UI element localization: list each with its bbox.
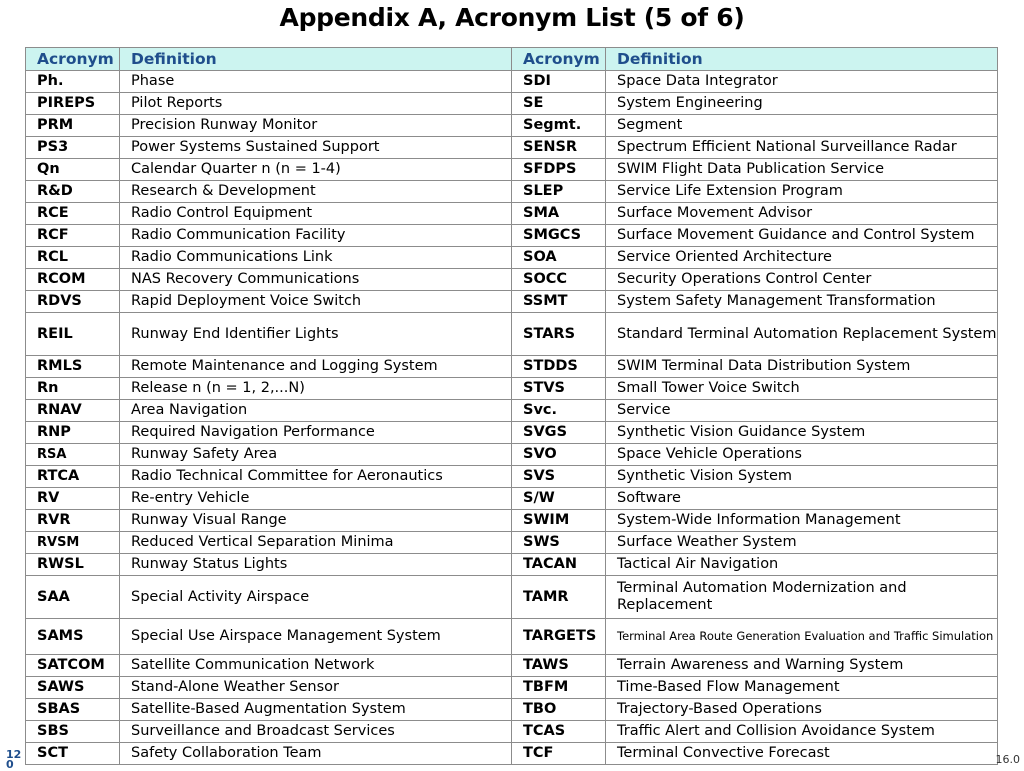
table-row: [26, 356, 512, 378]
definition-cell: Power Systems Sustained Support: [120, 137, 512, 159]
acronym-cell: Ph.: [26, 71, 120, 93]
definition-cell: Special Activity Airspace: [120, 576, 512, 619]
definition-cell: Pilot Reports: [120, 93, 512, 115]
table-row: [26, 291, 512, 313]
acronym-cell: SENSR: [512, 137, 606, 159]
definition-cell: Traffic Alert and Collision Avoidance System: [606, 721, 998, 743]
header-definition: Definition: [606, 48, 998, 71]
definition-cell: Small Tower Voice Switch: [606, 378, 998, 400]
definition-cell: System-Wide Information Management: [606, 510, 998, 532]
definition-cell: Satellite Communication Network: [120, 655, 512, 677]
table-row: [512, 291, 998, 313]
acronym-cell: SVGS: [512, 422, 606, 444]
definition-cell: Terminal Convective Forecast: [606, 743, 998, 765]
page-title: Appendix A, Acronym List (5 of 6): [279, 3, 745, 32]
acronym-cell: RVSM: [26, 532, 120, 554]
table-row: [26, 247, 512, 269]
definition-cell: Service Oriented Architecture: [606, 247, 998, 269]
table-row: [512, 203, 998, 225]
definition-cell: Runway Visual Range: [120, 510, 512, 532]
table-row: [512, 247, 998, 269]
definition-cell: Time-Based Flow Management: [606, 677, 998, 699]
acronym-cell: RTCA: [26, 466, 120, 488]
acronym-table-left: [25, 47, 512, 765]
definition-cell: Runway Status Lights: [120, 554, 512, 576]
acronym-cell: TCF: [512, 743, 606, 765]
definition-cell: Radio Technical Committee for Aeronautics: [120, 466, 512, 488]
table-row: [26, 466, 512, 488]
acronym-cell: SE: [512, 93, 606, 115]
acronym-cell: RVR: [26, 510, 120, 532]
definition-cell: Spectrum Efficient National Surveillance Radar: [606, 137, 998, 159]
acronym-cell: S/W: [512, 488, 606, 510]
acronym-cell: SWS: [512, 532, 606, 554]
acronym-cell: SMA: [512, 203, 606, 225]
acronym-cell: SAA: [26, 576, 120, 619]
acronym-cell: SBAS: [26, 699, 120, 721]
table-row: [26, 115, 512, 137]
definition-cell: Special Use Airspace Management System: [120, 619, 512, 655]
definition-cell: Space Vehicle Operations: [606, 444, 998, 466]
table-row: [26, 400, 512, 422]
acronym-cell: STVS: [512, 378, 606, 400]
definition-cell: Surveillance and Broadcast Services: [120, 721, 512, 743]
table-row: [512, 71, 998, 93]
acronym-cell: SVO: [512, 444, 606, 466]
definition-cell: Research & Development: [120, 181, 512, 203]
definition-cell: Terminal Automation Modernization and Replacement: [606, 576, 998, 619]
definition-cell: Surface Weather System: [606, 532, 998, 554]
table-row: [512, 699, 998, 721]
acronym-cell: TARGETS: [512, 619, 606, 655]
table-row: [26, 699, 512, 721]
table-row: [26, 655, 512, 677]
version-label: 16.0: [995, 753, 1020, 766]
definition-cell: Service: [606, 400, 998, 422]
definition-cell: NAS Recovery Communications: [120, 269, 512, 291]
table-row: [512, 532, 998, 554]
table-row: [26, 181, 512, 203]
acronym-cell: RWSL: [26, 554, 120, 576]
definition-cell: Radio Control Equipment: [120, 203, 512, 225]
definition-cell: Runway End Identifier Lights: [120, 313, 512, 356]
table-row: [26, 378, 512, 400]
acronym-cell: SAWS: [26, 677, 120, 699]
table-row: [512, 313, 998, 356]
table-row: [512, 677, 998, 699]
table-row: [512, 181, 998, 203]
table-row: [512, 422, 998, 444]
definition-cell: Surface Movement Guidance and Control System: [606, 225, 998, 247]
table-row: [26, 93, 512, 115]
table-header-row: [512, 48, 998, 71]
definition-cell: Satellite-Based Augmentation System: [120, 699, 512, 721]
acronym-cell: PRM: [26, 115, 120, 137]
table-row: [512, 93, 998, 115]
table-row: [26, 510, 512, 532]
definition-cell: Safety Collaboration Team: [120, 743, 512, 765]
table-row: [512, 115, 998, 137]
header-definition: Definition: [120, 48, 512, 71]
acronym-cell: TAMR: [512, 576, 606, 619]
acronym-cell: RCL: [26, 247, 120, 269]
acronym-cell: RCE: [26, 203, 120, 225]
definition-cell: Reduced Vertical Separation Minima: [120, 532, 512, 554]
acronym-cell: SATCOM: [26, 655, 120, 677]
table-row: [26, 444, 512, 466]
definition-cell: Security Operations Control Center: [606, 269, 998, 291]
acronym-cell: PIREPS: [26, 93, 120, 115]
acronym-cell: SLEP: [512, 181, 606, 203]
definition-cell: Precision Runway Monitor: [120, 115, 512, 137]
header-acronym: Acronym: [26, 48, 120, 71]
acronym-cell: RNP: [26, 422, 120, 444]
acronym-cell: RNAV: [26, 400, 120, 422]
acronym-cell: SMGCS: [512, 225, 606, 247]
definition-cell: Runway Safety Area: [120, 444, 512, 466]
table-row: [26, 269, 512, 291]
acronym-cell: TBFM: [512, 677, 606, 699]
table-row: [512, 137, 998, 159]
definition-cell: Required Navigation Performance: [120, 422, 512, 444]
definition-cell: Terminal Area Route Generation Evaluation and Traffic Simulation: [606, 619, 998, 655]
definition-cell: Release n (n = 1, 2,...N): [120, 378, 512, 400]
table-row: [512, 721, 998, 743]
acronym-cell: RCOM: [26, 269, 120, 291]
acronym-cell: PS3: [26, 137, 120, 159]
table-row: [512, 619, 998, 655]
acronym-cell: Segmt.: [512, 115, 606, 137]
acronym-cell: RV: [26, 488, 120, 510]
definition-cell: Synthetic Vision System: [606, 466, 998, 488]
acronym-cell: RSA: [26, 444, 120, 466]
definition-cell: Standard Terminal Automation Replacement System: [606, 313, 998, 356]
acronym-cell: TCAS: [512, 721, 606, 743]
acronym-cell: TBO: [512, 699, 606, 721]
table-row: [512, 159, 998, 181]
definition-cell: Area Navigation: [120, 400, 512, 422]
definition-cell: Software: [606, 488, 998, 510]
acronym-cell: REIL: [26, 313, 120, 356]
acronym-cell: RDVS: [26, 291, 120, 313]
acronym-cell: TAWS: [512, 655, 606, 677]
definition-cell: Re-entry Vehicle: [120, 488, 512, 510]
header-acronym: Acronym: [512, 48, 606, 71]
acronym-cell: SBS: [26, 721, 120, 743]
table-row: [512, 378, 998, 400]
definition-cell: Tactical Air Navigation: [606, 554, 998, 576]
table-row: [512, 444, 998, 466]
table-row: [26, 203, 512, 225]
acronym-cell: Qn: [26, 159, 120, 181]
table-row: [26, 313, 512, 356]
definition-cell: Space Data Integrator: [606, 71, 998, 93]
acronym-table-right: [511, 47, 998, 765]
table-row: [26, 532, 512, 554]
acronym-cell: SOA: [512, 247, 606, 269]
acronym-cell: RMLS: [26, 356, 120, 378]
definition-cell: Radio Communications Link: [120, 247, 512, 269]
table-row: [26, 225, 512, 247]
table-row: [26, 576, 512, 619]
table-row: [26, 554, 512, 576]
table-row: [26, 721, 512, 743]
acronym-cell: TACAN: [512, 554, 606, 576]
table-header-row: [26, 48, 512, 71]
definition-cell: Terrain Awareness and Warning System: [606, 655, 998, 677]
page-number: [6, 750, 21, 770]
table-row: [26, 137, 512, 159]
acronym-cell: Svc.: [512, 400, 606, 422]
definition-cell: Synthetic Vision Guidance System: [606, 422, 998, 444]
table-row: [26, 71, 512, 93]
definition-cell: Remote Maintenance and Logging System: [120, 356, 512, 378]
acronym-cell: STDDS: [512, 356, 606, 378]
acronym-cell: SAMS: [26, 619, 120, 655]
table-row: [26, 677, 512, 699]
definition-cell: Radio Communication Facility: [120, 225, 512, 247]
table-row: [512, 356, 998, 378]
table-row: [512, 743, 998, 765]
table-row: [26, 159, 512, 181]
definition-cell: System Engineering: [606, 93, 998, 115]
acronym-cell: SSMT: [512, 291, 606, 313]
table-row: [512, 554, 998, 576]
table-row: [512, 269, 998, 291]
table-row: [512, 225, 998, 247]
acronym-cell: RCF: [26, 225, 120, 247]
table-row: [26, 422, 512, 444]
definition-cell: Rapid Deployment Voice Switch: [120, 291, 512, 313]
definition-cell: Service Life Extension Program: [606, 181, 998, 203]
table-row: [512, 488, 998, 510]
table-row: [512, 510, 998, 532]
table-row: [512, 576, 998, 619]
table-row: [26, 488, 512, 510]
definition-cell: Calendar Quarter n (n = 1-4): [120, 159, 512, 181]
table-row: [512, 466, 998, 488]
acronym-cell: SWIM: [512, 510, 606, 532]
definition-cell: SWIM Flight Data Publication Service: [606, 159, 998, 181]
definition-cell: Phase: [120, 71, 512, 93]
table-row: [26, 743, 512, 765]
acronym-cell: SDI: [512, 71, 606, 93]
acronym-cell: Rn: [26, 378, 120, 400]
acronym-cell: SCT: [26, 743, 120, 765]
acronym-cell: SFDPS: [512, 159, 606, 181]
definition-cell: SWIM Terminal Data Distribution System: [606, 356, 998, 378]
page-number-text: 12 0: [6, 748, 22, 771]
table-row: [26, 619, 512, 655]
acronym-cell: SVS: [512, 466, 606, 488]
definition-cell: Surface Movement Advisor: [606, 203, 998, 225]
definition-cell: System Safety Management Transformation: [606, 291, 998, 313]
table-row: [512, 655, 998, 677]
definition-cell: Stand-Alone Weather Sensor: [120, 677, 512, 699]
acronym-cell: SOCC: [512, 269, 606, 291]
acronym-cell: STARS: [512, 313, 606, 356]
definition-cell: Segment: [606, 115, 998, 137]
acronym-cell: R&D: [26, 181, 120, 203]
definition-cell: Trajectory-Based Operations: [606, 699, 998, 721]
table-row: [512, 400, 998, 422]
